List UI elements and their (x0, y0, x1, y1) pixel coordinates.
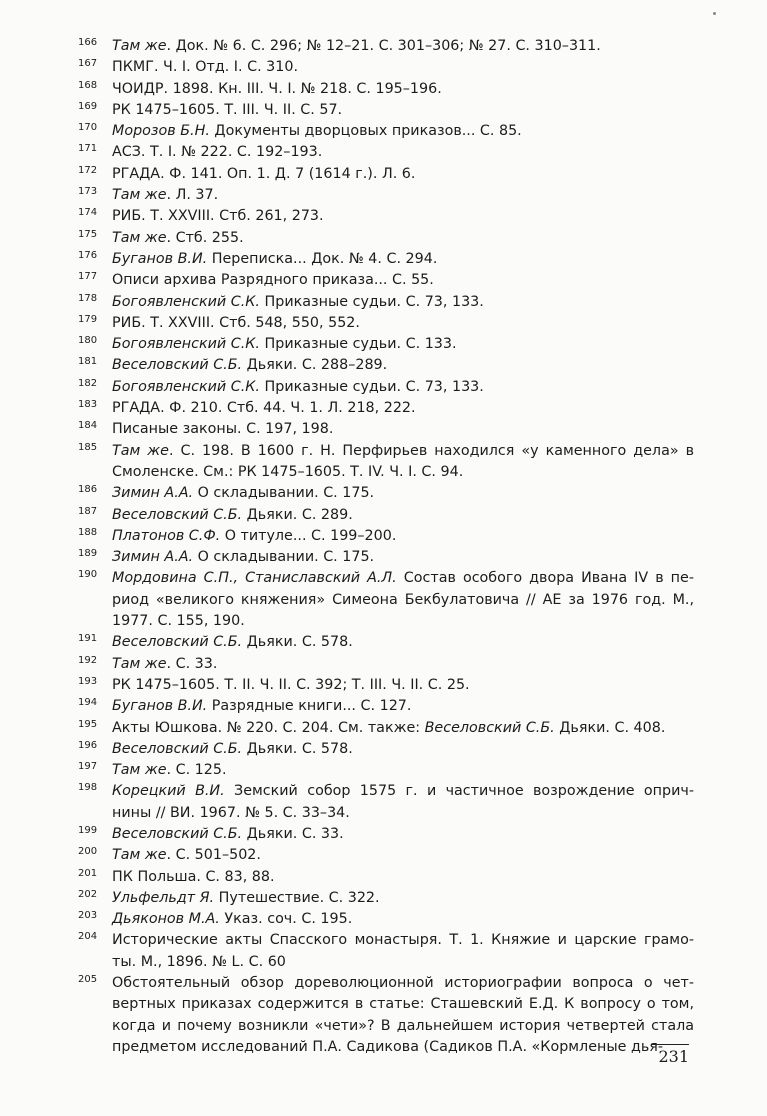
endnote-line (112, 824, 694, 845)
endnote-text (112, 824, 694, 845)
citation-text: нины // ВИ. 1967. № 5. С. 33–34. (112, 804, 350, 821)
citation-text: О титуле... С. 199–200. (220, 527, 397, 544)
endnote-text (112, 36, 694, 57)
endnote (78, 930, 694, 973)
citation-text: Путешествие. С. 322. (214, 889, 380, 906)
endnote (78, 909, 694, 930)
endnote-line (112, 57, 694, 78)
endnote (78, 142, 694, 163)
endnote-number: 180 (78, 335, 98, 347)
endnote-line (112, 888, 694, 909)
author-name: Богоявленский С.К. (112, 378, 260, 395)
endnote-number: 200 (78, 846, 98, 858)
author-name: Там же (112, 655, 167, 672)
endnote-line (112, 441, 694, 462)
endnote-text (112, 505, 694, 526)
author-name: Буганов В.И. (112, 698, 208, 715)
endnote-number: 169 (78, 100, 98, 112)
author-name: Веселовский С.Б. (112, 506, 243, 523)
citation-text: предметом исследований П.А. Садикова (Садиков П.А. «Кормленые дья- (112, 1038, 664, 1055)
endnote-text (112, 206, 694, 227)
endnote (78, 696, 694, 717)
endnote-text (112, 355, 694, 376)
endnote-text (112, 334, 694, 355)
author-name: Ульфельдт Я. (112, 889, 215, 906)
endnote-line (112, 760, 694, 781)
endnote-line (112, 547, 694, 568)
endnote-line (112, 270, 694, 291)
page-speck (713, 12, 716, 15)
citation-text: Дьяки. С. 289. (242, 506, 353, 523)
endnote-line (112, 483, 694, 504)
endnote-text (112, 739, 694, 760)
endnote-number: 192 (78, 654, 98, 666)
endnote-line (112, 206, 694, 227)
endnote-text (112, 781, 694, 824)
endnote-line (112, 867, 694, 888)
citation-text: РИБ. Т. XXVIII. Стб. 261, 273. (112, 208, 324, 225)
endnote-text (112, 845, 694, 866)
citation-text: ЧОИДР. 1898. Кн. III. Ч. I. № 218. С. 195–196. (112, 80, 442, 97)
endnote-line (112, 632, 694, 653)
endnote-number: 195 (78, 718, 98, 730)
endnote (78, 632, 694, 653)
endnote-line (112, 526, 694, 547)
endnote (78, 206, 694, 227)
citation-text: Приказные судьи. С. 73, 133. (259, 293, 484, 310)
endnote-line (112, 334, 694, 355)
citation-text: Дьяки. С. 578. (242, 634, 353, 651)
endnote-number: 203 (78, 910, 98, 922)
endnote-line (112, 355, 694, 376)
author-name: Веселовский С.Б. (112, 357, 243, 374)
citation-text: . Док. № 6. С. 296; № 12–21. С. 301–306; № 27. С. 310–311. (166, 38, 601, 54)
author-name: Буганов В.И. (112, 250, 208, 267)
endnote (78, 760, 694, 781)
endnote (78, 79, 694, 100)
citation-text: . С. 33. (166, 655, 218, 672)
citation-text: . Стб. 255. (166, 229, 244, 246)
endnote-text (112, 973, 694, 1058)
endnote-number: 168 (78, 79, 98, 91)
endnote-text (112, 270, 694, 291)
endnote-number: 205 (78, 974, 98, 986)
author-name: Веселовский С.Б. (112, 740, 243, 757)
endnote-text (112, 867, 694, 888)
endnote (78, 313, 694, 334)
endnote (78, 334, 694, 355)
citation-text: Приказные судьи. С. 133. (259, 336, 457, 353)
citation-text: . С. 125. (166, 762, 227, 779)
endnote-number: 187 (78, 505, 98, 517)
endnote (78, 845, 694, 866)
citation-text: РК 1475–1605. Т. III. Ч. II. С. 57. (112, 101, 343, 118)
citation-text: 1977. С. 155, 190. (112, 613, 245, 630)
citation-text: РИБ. Т. XXVIII. Стб. 548, 550, 552. (112, 314, 360, 331)
endnote-line (112, 79, 694, 100)
endnote-number: 185 (78, 441, 98, 453)
endnote-text (112, 526, 694, 547)
endnote-text (112, 888, 694, 909)
endnote-text (112, 121, 694, 142)
citation-text: Дьяки. С. 408. (554, 719, 666, 736)
author-name: Веселовский С.Б. (112, 634, 243, 651)
endnote-line (112, 739, 694, 760)
endnote-line (112, 121, 694, 142)
endnote (78, 36, 694, 57)
citation-text: Разрядные книги... С. 127. (207, 698, 412, 715)
endnote-line (112, 994, 694, 1015)
author-name: Платонов С.Ф. (112, 527, 221, 544)
endnote-line (112, 462, 694, 483)
endnote-text (112, 292, 694, 313)
citation-text: АСЗ. Т. I. № 222. С. 192–193. (112, 144, 323, 161)
endnote-text (112, 164, 694, 185)
citation-text: Дьяки. С. 578. (242, 740, 353, 757)
endnote-text (112, 313, 694, 334)
citation-text: Земский собор 1575 г. и частичное возрождение оприч- (224, 783, 694, 800)
author-name: Дьяконов М.А. (112, 911, 220, 928)
endnote-line (112, 377, 694, 398)
endnote-text (112, 377, 694, 398)
endnote (78, 568, 694, 632)
citation-text: Писаные законы. С. 197, 198. (112, 421, 334, 438)
endnote-number: 190 (78, 569, 98, 581)
author-name: Там же (112, 847, 167, 864)
citation-text: ПК Польша. С. 83, 88. (112, 868, 275, 885)
endnote (78, 377, 694, 398)
endnote-text (112, 909, 694, 930)
endnote-number: 201 (78, 867, 98, 879)
endnote-number: 173 (78, 186, 98, 198)
endnote (78, 185, 694, 206)
citation-text: Смоленске. См.: РК 1475–1605. Т. IV. Ч. I. С. 94. (112, 463, 464, 480)
endnote (78, 419, 694, 440)
endnote-number: 166 (78, 37, 98, 48)
citation-text: РК 1475–1605. Т. II. Ч. II. С. 392; Т. III. Ч. II. С. 25. (112, 676, 470, 693)
endnote (78, 547, 694, 568)
author-name: Веселовский С.Б. (424, 719, 555, 736)
endnote-text (112, 142, 694, 163)
citation-text: Дьяки. С. 33. (242, 825, 344, 842)
endnote-number: 194 (78, 697, 98, 709)
endnote-line (112, 100, 694, 121)
endnote-number: 183 (78, 399, 98, 411)
author-name: Там же (112, 762, 167, 779)
endnote-number: 191 (78, 633, 98, 645)
endnote-line (112, 675, 694, 696)
citation-text: Акты Юшкова. № 220. С. 204. См. также: (112, 719, 425, 736)
citation-text: Состав особого двора Ивана IV в пе- (396, 570, 694, 587)
endnote-line (112, 654, 694, 675)
endnote-line (112, 249, 694, 270)
endnote (78, 398, 694, 419)
endnote-number: 176 (78, 249, 98, 261)
endnote-number: 177 (78, 271, 98, 283)
endnote-line (112, 142, 694, 163)
author-name: Зимин А.А. (112, 549, 194, 566)
endnote-line (112, 1037, 694, 1058)
endnote-number: 184 (78, 420, 98, 432)
endnote (78, 270, 694, 291)
citation-text: риод «великого княжения» Симеона Бекбулатовича // АЕ за 1976 год. М., (112, 591, 694, 608)
endnote-number: 171 (78, 143, 98, 155)
citation-text: РГАДА. Ф. 141. Оп. 1. Д. 7 (1614 г.). Л. 6. (112, 165, 416, 182)
author-name: Корецкий В.И. (112, 783, 225, 800)
citation-text: Документы дворцовых приказов... С. 85. (209, 123, 522, 140)
endnote-number: 189 (78, 548, 98, 560)
endnote-text (112, 249, 694, 270)
author-name: Там же (112, 442, 169, 459)
endnote-line (112, 718, 694, 739)
endnote-line (112, 845, 694, 866)
endnote-text (112, 100, 694, 121)
author-name: Мордовина С.П., Станиславский А.Л. (112, 570, 397, 587)
endnote-text (112, 398, 694, 419)
endnote-number: 193 (78, 675, 98, 687)
endnote-text (112, 760, 694, 781)
citation-text: О складывании. С. 175. (193, 549, 375, 566)
endnote (78, 888, 694, 909)
endnote-line (112, 611, 694, 632)
author-name: Там же (112, 187, 167, 204)
endnote-line (112, 973, 694, 994)
citation-text: Переписка... Док. № 4. С. 294. (207, 250, 438, 267)
endnote-number: 196 (78, 739, 98, 751)
endnote (78, 739, 694, 760)
endnote-line (112, 952, 694, 973)
page-number: 231 (651, 1044, 689, 1066)
endnote-number: 178 (78, 292, 98, 304)
citation-text: Описи архива Разрядного приказа... С. 55. (112, 272, 434, 289)
citation-text: ПКМГ. Ч. I. Отд. I. С. 310. (112, 59, 299, 76)
endnote-text (112, 57, 694, 78)
endnote-line (112, 313, 694, 334)
endnote (78, 355, 694, 376)
endnote-text (112, 547, 694, 568)
author-name: Веселовский С.Б. (112, 825, 243, 842)
endnote-line (112, 696, 694, 717)
endnote-text (112, 718, 694, 739)
endnote (78, 973, 694, 1058)
endnote (78, 441, 694, 484)
endnote-text (112, 632, 694, 653)
citation-text: Исторические акты Спасского монастыря. Т. 1. Княжие и царские грамо- (112, 932, 694, 949)
endnote-number: 170 (78, 122, 98, 134)
endnote-line (112, 909, 694, 930)
endnote-text (112, 228, 694, 249)
endnote-line (112, 419, 694, 440)
endnote (78, 505, 694, 526)
endnote-number: 198 (78, 782, 98, 794)
citation-text: Указ. соч. С. 195. (219, 911, 353, 928)
endnote (78, 164, 694, 185)
endnote (78, 654, 694, 675)
endnote-text (112, 568, 694, 632)
endnote-text (112, 930, 694, 973)
endnote-line (112, 398, 694, 419)
endnote (78, 249, 694, 270)
endnote (78, 824, 694, 845)
endnote-line (112, 505, 694, 526)
endnote-number: 202 (78, 888, 98, 900)
author-name: Там же (112, 38, 167, 54)
endnote-text (112, 675, 694, 696)
endnote (78, 100, 694, 121)
citation-text: Приказные судьи. С. 73, 133. (259, 378, 484, 395)
endnote (78, 867, 694, 888)
endnote-number: 182 (78, 377, 98, 389)
citation-text: ты. М., 1896. № L. С. 60 (112, 953, 286, 970)
author-name: Богоявленский С.К. (112, 336, 260, 353)
citation-text: вертных приказах содержится в статье: Сташевский Е.Д. К вопросу о том, (112, 996, 694, 1013)
citation-text: . С. 501–502. (166, 847, 261, 864)
endnote-text (112, 185, 694, 206)
endnote-number: 197 (78, 761, 98, 773)
endnote-number: 199 (78, 824, 98, 836)
endnote-line (112, 568, 694, 589)
endnote (78, 526, 694, 547)
endnote-text (112, 79, 694, 100)
endnote-number: 188 (78, 526, 98, 538)
endnote-line (112, 930, 694, 951)
endnote-text (112, 696, 694, 717)
endnote-text (112, 419, 694, 440)
citation-text: О складывании. С. 175. (193, 485, 375, 502)
citation-text: Обстоятельный обзор дореволюционной историографии вопроса о чет- (112, 975, 694, 992)
endnote-number: 204 (78, 931, 98, 943)
citation-text: . С. 198. В 1600 г. Н. Перфирьев находился «у каменного дела» в (168, 442, 695, 459)
citation-text: . Л. 37. (166, 187, 219, 204)
endnote-line (112, 228, 694, 249)
endnote-text (112, 654, 694, 675)
endnote-line (112, 803, 694, 824)
endnote-number: 174 (78, 207, 98, 219)
endnote (78, 675, 694, 696)
author-name: Богоявленский С.К. (112, 293, 260, 310)
endnote-number: 167 (78, 58, 98, 70)
citation-text: Дьяки. С. 288–289. (242, 357, 388, 374)
endnote (78, 121, 694, 142)
endnote-number: 179 (78, 313, 98, 325)
endnote-line (112, 292, 694, 313)
endnote-text (112, 441, 694, 484)
author-name: Морозов Б.Н. (112, 123, 210, 140)
endnote (78, 292, 694, 313)
endnotes-list (78, 36, 694, 1058)
endnote-number: 175 (78, 228, 98, 240)
author-name: Зимин А.А. (112, 485, 194, 502)
endnote-line (112, 36, 694, 57)
endnote (78, 57, 694, 78)
citation-text: когда и почему возникли «чети»? В дальнейшем история четвертей стала (112, 1017, 694, 1034)
endnote-text (112, 483, 694, 504)
endnote-number: 186 (78, 484, 98, 496)
endnote (78, 781, 694, 824)
endnote-line (112, 185, 694, 206)
endnote-number: 181 (78, 356, 98, 368)
author-name: Там же (112, 229, 167, 246)
endnote-number: 172 (78, 164, 98, 176)
endnote (78, 483, 694, 504)
endnote-line (112, 1016, 694, 1037)
endnote-line (112, 781, 694, 802)
endnote-line (112, 590, 694, 611)
endnote-line (112, 164, 694, 185)
endnote (78, 718, 694, 739)
citation-text: РГАДА. Ф. 210. Стб. 44. Ч. 1. Л. 218, 222. (112, 400, 416, 417)
endnote (78, 228, 694, 249)
